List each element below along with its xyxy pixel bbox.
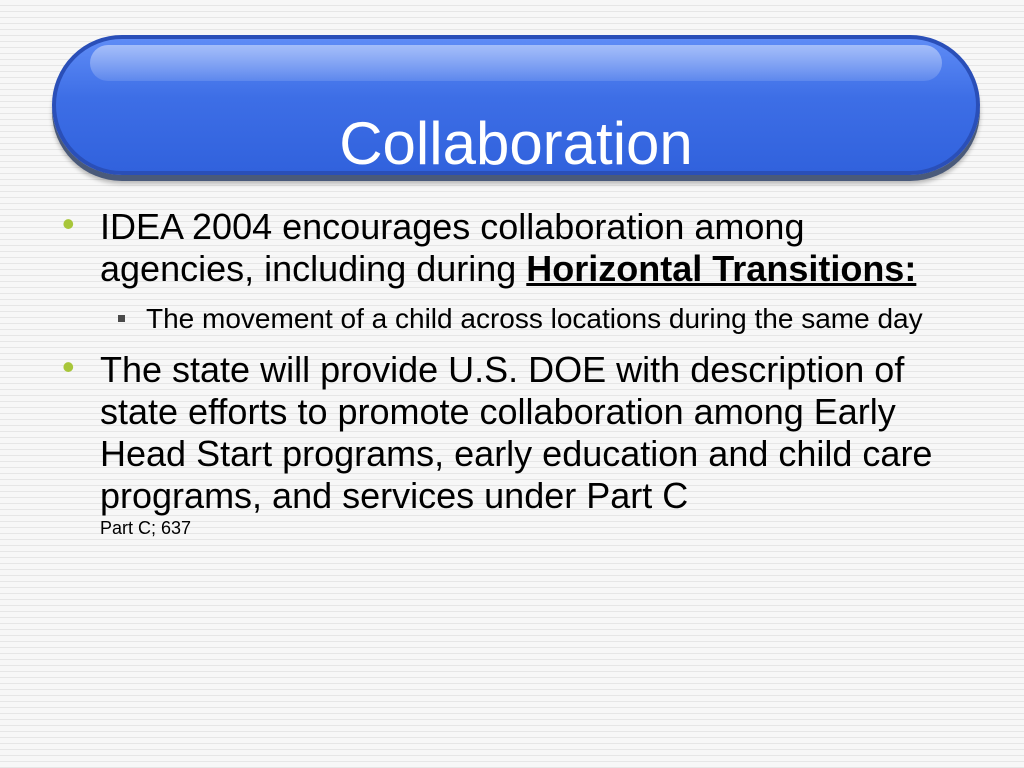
- bullet-idea-2004: [60, 203, 960, 290]
- bullet-marker: •: [62, 203, 75, 244]
- emphasis-horizontal-transitions: Horizontal Transitions:: [526, 248, 917, 289]
- sub-bullet-marker: [118, 315, 125, 322]
- slide-body: [60, 203, 960, 539]
- bullet-state-provide: [60, 346, 960, 539]
- title-banner: [52, 35, 980, 175]
- slide-title: Collaboration: [339, 110, 693, 177]
- banner-gloss: [90, 45, 942, 81]
- bullet-text: The state will provide U.S. DOE with description of state efforts to promote collaboration among Early Head Start programs, early education and child care programs, and services under Part C: [100, 349, 933, 516]
- citation: Part C; 637: [100, 518, 192, 538]
- sub-bullet-movement: [106, 300, 960, 337]
- bullet-marker: •: [62, 346, 75, 387]
- bullet-text: IDEA 2004 encourages collaboration among agencies, including during: [100, 206, 805, 289]
- sub-bullet-text: The movement of a child across locations during the same day: [146, 303, 923, 334]
